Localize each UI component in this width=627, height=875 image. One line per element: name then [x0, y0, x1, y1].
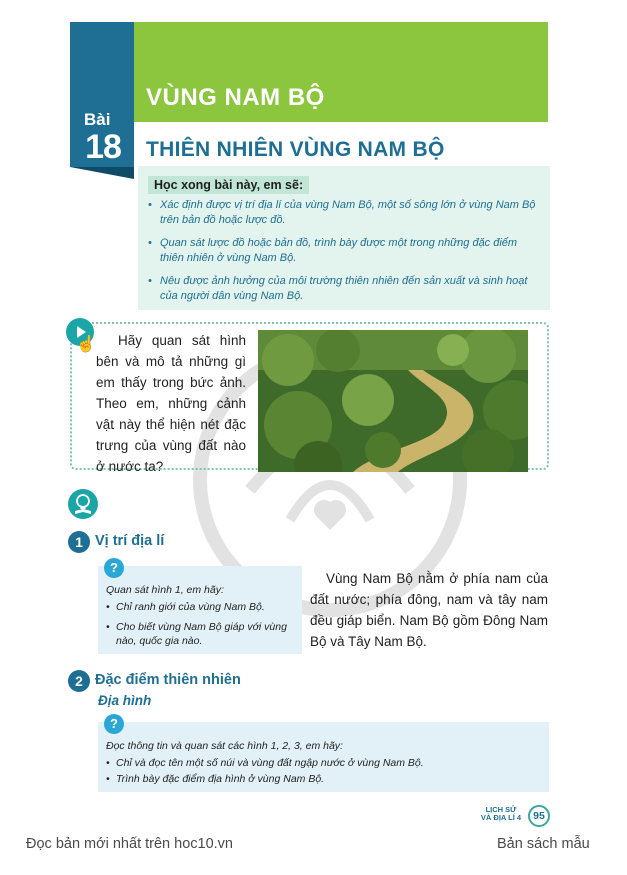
- pointing-hand-icon: ☝: [76, 336, 96, 353]
- subsection-title: Địa hình: [98, 693, 152, 708]
- intro-text: Hãy quan sát hình bên và mô tả những gì em thấy trong bức ảnh. Theo em, những cảnh vật này thể hiện nét đặc trưng của vùng đất nào ở nước ta?: [96, 333, 246, 474]
- footer-left-text: Đọc bản mới nhất trên hoc10.vn: [26, 836, 233, 852]
- section-body-text: Vùng Nam Bộ nằm ở phía nam của đất nước; phía đông, nam và tây nam đều giáp biển. Nam Bộ gồm Đông Nam Bộ và Tây Nam Bộ.: [310, 571, 548, 649]
- subject-line2: [478, 814, 524, 822]
- section-number: 2: [68, 670, 90, 692]
- unit-title: VÙNG NAM BỘ: [146, 84, 325, 111]
- section-number: 1: [68, 531, 90, 553]
- lightbulb-book-icon: [68, 489, 98, 519]
- question-item: • Trình bày đặc điểm địa hình ở vùng Nam Bộ.: [106, 772, 536, 786]
- subject-line2-text: VÀ ĐỊA LÍ: [480, 813, 515, 822]
- question-item: • Chỉ và đọc tên một số núi và vùng đất ngập nước ở vùng Nam Bộ.: [106, 756, 536, 770]
- question-intro: Đọc thông tin và quan sát các hình 1, 2, 3, em hãy:: [106, 740, 343, 752]
- objective-item: • Nêu được ảnh hưởng của môi trường thiên nhiên đến sản xuất và sinh hoạt của người dân vùng Nam Bộ.: [148, 274, 540, 304]
- objective-item: • Xác định được vị trí địa lí của vùng Nam Bộ, một số sông lớn ở vùng Nam Bộ trên bản đồ hoặc lược đồ.: [148, 198, 540, 228]
- objectives-heading: Học xong bài này, em sẽ:: [148, 176, 309, 194]
- page-number: 95: [528, 805, 550, 827]
- objective-item: • Quan sát lược đồ hoặc bản đồ, trình bày được một trong những đặc điểm thiên nhiên ở vùng Nam Bộ.: [148, 236, 540, 266]
- section-title: Đặc điểm thiên nhiên: [95, 672, 241, 688]
- subject-grade: 4: [516, 813, 522, 822]
- question-item: • Chỉ ranh giới của vùng Nam Bộ.: [106, 600, 298, 614]
- lesson-label: Bài: [84, 110, 111, 129]
- lesson-title: THIÊN NHIÊN VÙNG NAM BỘ: [146, 138, 445, 161]
- section-title: Vị trí địa lí: [95, 533, 165, 549]
- footer-right-text: Bản sách mẫu: [497, 836, 590, 852]
- question-item: • Cho biết vùng Nam Bộ giáp với vùng nào, quốc gia nào.: [106, 620, 298, 648]
- question-icon: ?: [104, 714, 124, 734]
- mekong-river-photo: [258, 330, 528, 472]
- subject-badge: [478, 806, 524, 822]
- lesson-number: 18: [85, 128, 121, 166]
- subject-line1: LỊCH SỬ: [485, 805, 517, 814]
- question-icon: ?: [104, 558, 124, 578]
- question-intro: Quan sát hình 1, em hãy:: [106, 584, 224, 596]
